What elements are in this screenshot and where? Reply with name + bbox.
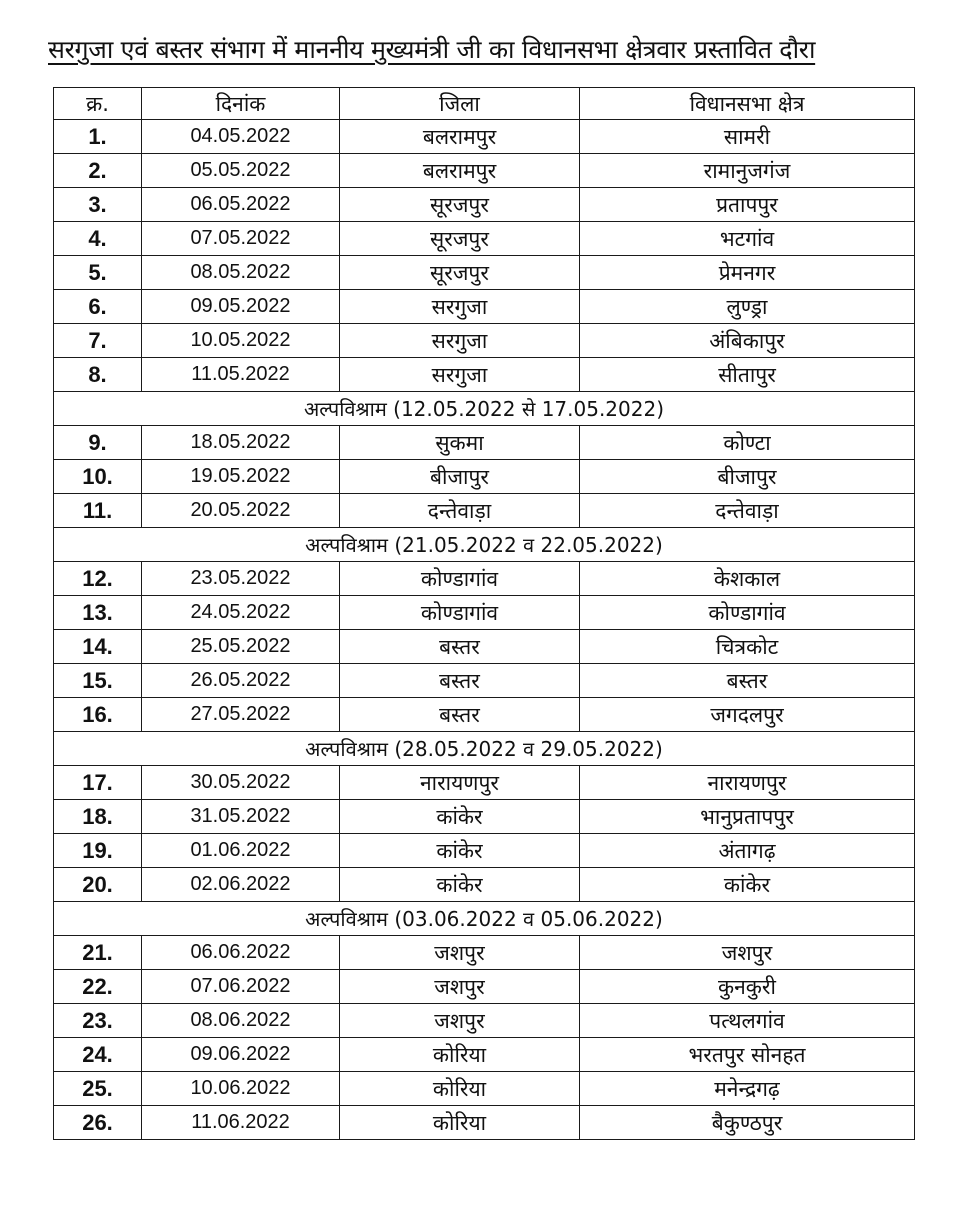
table-row (54, 936, 915, 970)
constituency-name: भरतपुर सोनहत (580, 1038, 915, 1072)
table-row (54, 358, 915, 392)
table-row (54, 324, 915, 358)
visit-date: 07.05.2022 (142, 222, 340, 256)
visit-date: 04.05.2022 (142, 120, 340, 154)
constituency-name: प्रतापपुर (580, 188, 915, 222)
rest-break-label: अल्पविश्राम (03.06.2022 व 05.06.2022) (54, 902, 915, 936)
constituency-name: जशपुर (580, 936, 915, 970)
table-row (54, 222, 915, 256)
constituency-name: सीतापुर (580, 358, 915, 392)
page-title: सरगुजा एवं बस्तर संभाग में माननीय मुख्यमंत्री जी का विधानसभा क्षेत्रवार प्रस्तावित दौरा (48, 35, 816, 64)
constituency-name: बीजापुर (580, 460, 915, 494)
serial-number: 26. (54, 1106, 142, 1140)
district-name: जशपुर (340, 936, 580, 970)
visit-date: 26.05.2022 (142, 664, 340, 698)
district-name: दन्तेवाड़ा (340, 494, 580, 528)
visit-date: 30.05.2022 (142, 766, 340, 800)
district-name: बस्तर (340, 698, 580, 732)
serial-number: 13. (54, 596, 142, 630)
serial-number: 21. (54, 936, 142, 970)
visit-date: 02.06.2022 (142, 868, 340, 902)
visit-date: 18.05.2022 (142, 426, 340, 460)
visit-date: 08.06.2022 (142, 1004, 340, 1038)
serial-number: 5. (54, 256, 142, 290)
district-name: कोरिया (340, 1038, 580, 1072)
district-name: कांकेर (340, 868, 580, 902)
rest-break-label: अल्पविश्राम (21.05.2022 व 22.05.2022) (54, 528, 915, 562)
district-name: बलरामपुर (340, 154, 580, 188)
district-name: कोरिया (340, 1072, 580, 1106)
table-row (54, 460, 915, 494)
visit-date: 05.05.2022 (142, 154, 340, 188)
serial-number: 18. (54, 800, 142, 834)
constituency-name: बस्तर (580, 664, 915, 698)
header-district: जिला (340, 88, 580, 120)
serial-number: 9. (54, 426, 142, 460)
visit-date: 08.05.2022 (142, 256, 340, 290)
table-row (54, 698, 915, 732)
table-row (54, 562, 915, 596)
constituency-name: बैकुण्ठपुर (580, 1106, 915, 1140)
table-row (54, 800, 915, 834)
visit-date: 09.06.2022 (142, 1038, 340, 1072)
district-name: कांकेर (340, 800, 580, 834)
district-name: सुकमा (340, 426, 580, 460)
serial-number: 3. (54, 188, 142, 222)
serial-number: 23. (54, 1004, 142, 1038)
header-date: दिनांक (142, 88, 340, 120)
table-row (54, 426, 915, 460)
table-row (54, 256, 915, 290)
constituency-name: कोण्डागांव (580, 596, 915, 630)
table-header-row (54, 88, 915, 120)
visit-date: 25.05.2022 (142, 630, 340, 664)
table-row (54, 494, 915, 528)
serial-number: 20. (54, 868, 142, 902)
visit-date: 01.06.2022 (142, 834, 340, 868)
constituency-name: केशकाल (580, 562, 915, 596)
visit-date: 10.06.2022 (142, 1072, 340, 1106)
table-row (54, 868, 915, 902)
table-row (54, 188, 915, 222)
district-name: सरगुजा (340, 324, 580, 358)
table-row (54, 834, 915, 868)
visit-date: 27.05.2022 (142, 698, 340, 732)
table-row (54, 596, 915, 630)
serial-number: 25. (54, 1072, 142, 1106)
serial-number: 10. (54, 460, 142, 494)
visit-date: 20.05.2022 (142, 494, 340, 528)
header-constituency: विधानसभा क्षेत्र (580, 88, 915, 120)
district-name: सरगुजा (340, 358, 580, 392)
constituency-name: सामरी (580, 120, 915, 154)
serial-number: 14. (54, 630, 142, 664)
table-row (54, 290, 915, 324)
visit-date: 10.05.2022 (142, 324, 340, 358)
constituency-name: दन्तेवाड़ा (580, 494, 915, 528)
constituency-name: अंतागढ़ (580, 834, 915, 868)
serial-number: 16. (54, 698, 142, 732)
district-name: बस्तर (340, 630, 580, 664)
serial-number: 2. (54, 154, 142, 188)
table-row (54, 1072, 915, 1106)
serial-number: 6. (54, 290, 142, 324)
serial-number: 7. (54, 324, 142, 358)
rest-break-row (54, 902, 915, 936)
visit-date: 06.06.2022 (142, 936, 340, 970)
visit-date: 11.05.2022 (142, 358, 340, 392)
rest-break-label: अल्पविश्राम (12.05.2022 से 17.05.2022) (54, 392, 915, 426)
rest-break-row (54, 528, 915, 562)
table-row (54, 970, 915, 1004)
table-row (54, 664, 915, 698)
tour-schedule-table (53, 87, 915, 1140)
serial-number: 1. (54, 120, 142, 154)
serial-number: 11. (54, 494, 142, 528)
constituency-name: जगदलपुर (580, 698, 915, 732)
table-row (54, 154, 915, 188)
serial-number: 24. (54, 1038, 142, 1072)
rest-break-label: अल्पविश्राम (28.05.2022 व 29.05.2022) (54, 732, 915, 766)
district-name: जशपुर (340, 970, 580, 1004)
constituency-name: रामानुजगंज (580, 154, 915, 188)
table-body (54, 120, 915, 1140)
serial-number: 4. (54, 222, 142, 256)
constituency-name: अंबिकापुर (580, 324, 915, 358)
serial-number: 15. (54, 664, 142, 698)
district-name: सूरजपुर (340, 256, 580, 290)
serial-number: 12. (54, 562, 142, 596)
visit-date: 23.05.2022 (142, 562, 340, 596)
header-serial: क्र. (54, 88, 142, 120)
table-row (54, 1038, 915, 1072)
district-name: बीजापुर (340, 460, 580, 494)
constituency-name: लुण्ड्रा (580, 290, 915, 324)
visit-date: 09.05.2022 (142, 290, 340, 324)
district-name: बलरामपुर (340, 120, 580, 154)
table-row (54, 1106, 915, 1140)
serial-number: 22. (54, 970, 142, 1004)
table-row (54, 120, 915, 154)
table-row (54, 766, 915, 800)
serial-number: 8. (54, 358, 142, 392)
district-name: कांकेर (340, 834, 580, 868)
district-name: जशपुर (340, 1004, 580, 1038)
constituency-name: भटगांव (580, 222, 915, 256)
district-name: सरगुजा (340, 290, 580, 324)
visit-date: 07.06.2022 (142, 970, 340, 1004)
serial-number: 17. (54, 766, 142, 800)
constituency-name: मनेन्द्रगढ़ (580, 1072, 915, 1106)
visit-date: 31.05.2022 (142, 800, 340, 834)
district-name: सूरजपुर (340, 222, 580, 256)
constituency-name: प्रेमनगर (580, 256, 915, 290)
constituency-name: भानुप्रतापपुर (580, 800, 915, 834)
constituency-name: पत्थलगांव (580, 1004, 915, 1038)
constituency-name: नारायणपुर (580, 766, 915, 800)
district-name: सूरजपुर (340, 188, 580, 222)
visit-date: 06.05.2022 (142, 188, 340, 222)
constituency-name: कुनकुरी (580, 970, 915, 1004)
rest-break-row (54, 392, 915, 426)
serial-number: 19. (54, 834, 142, 868)
constituency-name: कोण्टा (580, 426, 915, 460)
district-name: कोण्डागांव (340, 562, 580, 596)
district-name: बस्तर (340, 664, 580, 698)
visit-date: 24.05.2022 (142, 596, 340, 630)
rest-break-row (54, 732, 915, 766)
table-row (54, 1004, 915, 1038)
table-row (54, 630, 915, 664)
visit-date: 19.05.2022 (142, 460, 340, 494)
visit-date: 11.06.2022 (142, 1106, 340, 1140)
constituency-name: चित्रकोट (580, 630, 915, 664)
constituency-name: कांकेर (580, 868, 915, 902)
district-name: कोण्डागांव (340, 596, 580, 630)
district-name: कोरिया (340, 1106, 580, 1140)
district-name: नारायणपुर (340, 766, 580, 800)
